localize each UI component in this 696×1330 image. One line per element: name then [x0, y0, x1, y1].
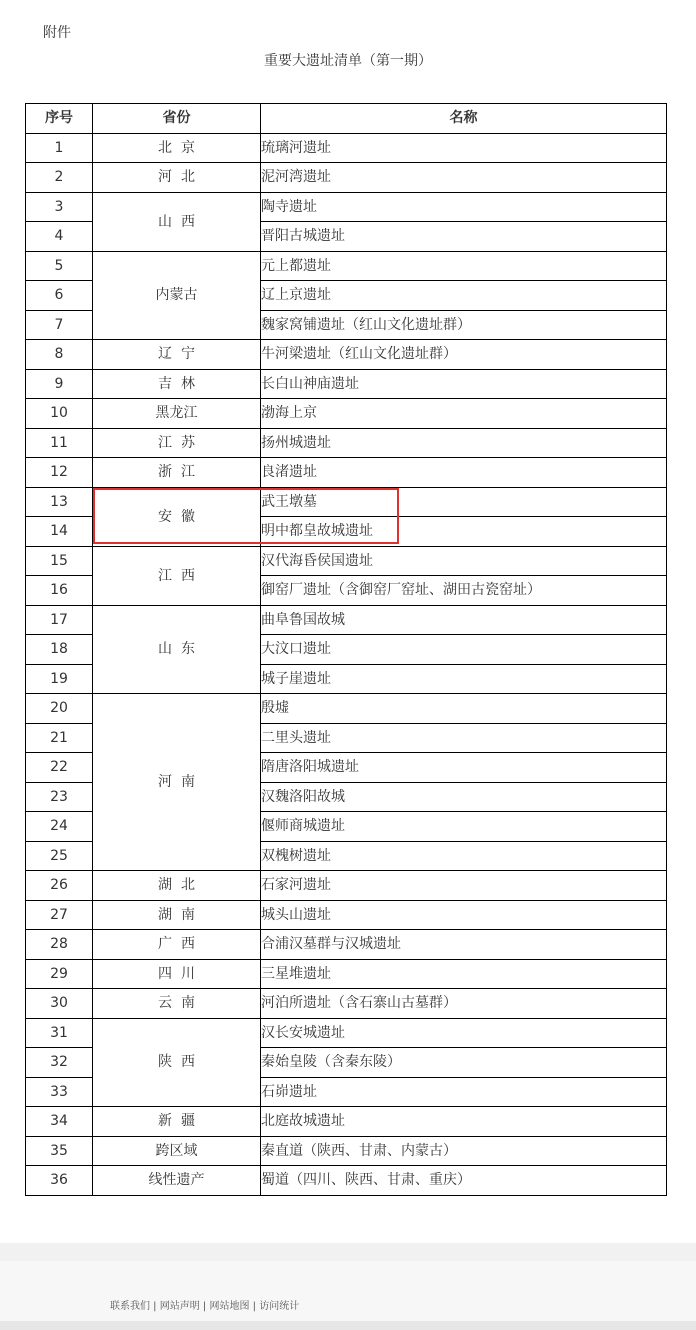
table-row	[26, 1107, 667, 1137]
table-row	[26, 399, 667, 429]
table-row	[26, 369, 667, 399]
serial-number-cell: 3	[26, 192, 93, 222]
province-cell: 江 苏	[93, 428, 261, 458]
serial-number-cell: 8	[26, 340, 93, 370]
site-name-cell: 武王墩墓	[261, 487, 667, 517]
serial-number-cell: 1	[26, 133, 93, 163]
site-name-cell: 琉璃河遗址	[261, 133, 667, 163]
site-name-cell: 大汶口遗址	[261, 635, 667, 665]
province-cell: 新 疆	[93, 1107, 261, 1137]
province-cell: 河 北	[93, 163, 261, 193]
serial-number-cell: 12	[26, 458, 93, 488]
site-name-cell: 扬州城遗址	[261, 428, 667, 458]
site-name-cell: 蜀道（四川、陕西、甘肃、重庆）	[261, 1166, 667, 1196]
site-name-cell: 北庭故城遗址	[261, 1107, 667, 1137]
serial-number-cell: 29	[26, 959, 93, 989]
footer-link[interactable]: 访问统计	[259, 1301, 300, 1312]
site-name-cell: 汉魏洛阳故城	[261, 782, 667, 812]
serial-number-cell: 31	[26, 1018, 93, 1048]
province-cell: 陕 西	[93, 1018, 261, 1107]
table-row	[26, 1136, 667, 1166]
serial-number-cell: 7	[26, 310, 93, 340]
serial-number-cell: 24	[26, 812, 93, 842]
serial-number-cell: 30	[26, 989, 93, 1019]
site-name-cell: 长白山神庙遗址	[261, 369, 667, 399]
serial-number-cell: 18	[26, 635, 93, 665]
province-cell: 浙 江	[93, 458, 261, 488]
table-row	[26, 251, 667, 281]
serial-number-cell: 33	[26, 1077, 93, 1107]
province-cell: 线性遗产	[93, 1166, 261, 1196]
table-body	[26, 133, 667, 1195]
province-cell: 河 南	[93, 694, 261, 871]
serial-number-cell: 28	[26, 930, 93, 960]
serial-number-cell: 9	[26, 369, 93, 399]
serial-number-cell: 34	[26, 1107, 93, 1137]
site-name-cell: 晋阳古城遗址	[261, 222, 667, 252]
site-name-cell: 汉长安城遗址	[261, 1018, 667, 1048]
site-name-cell: 元上都遗址	[261, 251, 667, 281]
province-cell: 广 西	[93, 930, 261, 960]
table-row	[26, 959, 667, 989]
site-name-cell: 石家河遗址	[261, 871, 667, 901]
province-cell: 跨区域	[93, 1136, 261, 1166]
province-cell: 安 徽	[93, 487, 261, 546]
site-name-cell: 三星堆遗址	[261, 959, 667, 989]
serial-number-cell: 6	[26, 281, 93, 311]
province-cell: 北 京	[93, 133, 261, 163]
table-row	[26, 163, 667, 193]
serial-number-cell: 11	[26, 428, 93, 458]
serial-number-cell: 35	[26, 1136, 93, 1166]
footer-separator: |	[199, 1301, 210, 1312]
site-name-cell: 双槐树遗址	[261, 841, 667, 871]
site-name-cell: 隋唐洛阳城遗址	[261, 753, 667, 783]
site-name-cell: 泥河湾遗址	[261, 163, 667, 193]
site-name-cell: 渤海上京	[261, 399, 667, 429]
header-province: 省份	[93, 104, 261, 134]
serial-number-cell: 20	[26, 694, 93, 724]
table-row	[26, 428, 667, 458]
serial-number-cell: 14	[26, 517, 93, 547]
footer-link[interactable]: 网站地图	[209, 1301, 250, 1312]
serial-number-cell: 25	[26, 841, 93, 871]
table-row	[26, 871, 667, 901]
serial-number-cell: 22	[26, 753, 93, 783]
site-name-cell: 良渚遗址	[261, 458, 667, 488]
site-name-cell: 辽上京遗址	[261, 281, 667, 311]
table-row	[26, 1018, 667, 1048]
header-name: 名称	[261, 104, 667, 134]
province-cell: 湖 北	[93, 871, 261, 901]
serial-number-cell: 10	[26, 399, 93, 429]
site-name-cell: 秦始皇陵（含秦东陵）	[261, 1048, 667, 1078]
table-row	[26, 989, 667, 1019]
heritage-sites-table	[25, 103, 667, 1196]
serial-number-cell: 16	[26, 576, 93, 606]
header-serial-number: 序号	[26, 104, 93, 134]
table-row	[26, 192, 667, 222]
province-cell: 江 西	[93, 546, 261, 605]
table-row	[26, 694, 667, 724]
site-name-cell: 城头山遗址	[261, 900, 667, 930]
serial-number-cell: 27	[26, 900, 93, 930]
province-cell: 辽 宁	[93, 340, 261, 370]
table-row	[26, 133, 667, 163]
site-name-cell: 石峁遗址	[261, 1077, 667, 1107]
site-name-cell: 秦直道（陕西、甘肃、内蒙古）	[261, 1136, 667, 1166]
serial-number-cell: 36	[26, 1166, 93, 1196]
table-row	[26, 546, 667, 576]
serial-number-cell: 2	[26, 163, 93, 193]
site-name-cell: 殷墟	[261, 694, 667, 724]
site-name-cell: 陶寺遗址	[261, 192, 667, 222]
table-header-row	[26, 104, 667, 134]
site-name-cell: 河泊所遗址（含石寨山古墓群）	[261, 989, 667, 1019]
serial-number-cell: 17	[26, 605, 93, 635]
province-cell: 内蒙古	[93, 251, 261, 340]
site-name-cell: 合浦汉墓群与汉城遗址	[261, 930, 667, 960]
serial-number-cell: 19	[26, 664, 93, 694]
document-title: 重要大遗址清单（第一期）	[264, 53, 432, 69]
serial-number-cell: 21	[26, 723, 93, 753]
province-cell: 四 川	[93, 959, 261, 989]
site-name-cell: 曲阜鲁国故城	[261, 605, 667, 635]
table-row	[26, 900, 667, 930]
footer-separator: |	[150, 1301, 160, 1312]
site-footer	[0, 1261, 696, 1321]
footer-link[interactable]: 网站声明	[159, 1301, 200, 1312]
province-cell: 山 西	[93, 192, 261, 251]
table-row	[26, 458, 667, 488]
table-row	[26, 605, 667, 635]
footer-bottom-band	[0, 1321, 696, 1330]
serial-number-cell: 4	[26, 222, 93, 252]
serial-number-cell: 32	[26, 1048, 93, 1078]
site-name-cell: 御窑厂遗址（含御窑厂窑址、湖田古瓷窑址）	[261, 576, 667, 606]
province-cell: 山 东	[93, 605, 261, 694]
serial-number-cell: 23	[26, 782, 93, 812]
province-cell: 黑龙江	[93, 399, 261, 429]
serial-number-cell: 15	[26, 546, 93, 576]
footer-links	[110, 1297, 299, 1312]
attachment-label: 附件	[43, 25, 71, 41]
province-cell: 云 南	[93, 989, 261, 1019]
table-row	[26, 487, 667, 517]
table-row	[26, 340, 667, 370]
serial-number-cell: 26	[26, 871, 93, 901]
site-name-cell: 魏家窝铺遗址（红山文化遗址群）	[261, 310, 667, 340]
site-name-cell: 城子崖遗址	[261, 664, 667, 694]
footer-link[interactable]: 联系我们	[110, 1301, 150, 1312]
table-row	[26, 930, 667, 960]
serial-number-cell: 5	[26, 251, 93, 281]
footer-divider-band	[0, 1243, 696, 1261]
site-name-cell: 偃师商城遗址	[261, 812, 667, 842]
site-name-cell: 明中都皇故城遗址	[261, 517, 667, 547]
site-name-cell: 汉代海昏侯国遗址	[261, 546, 667, 576]
site-name-cell: 二里头遗址	[261, 723, 667, 753]
province-cell: 吉 林	[93, 369, 261, 399]
footer-separator: |	[249, 1301, 260, 1312]
site-name-cell: 牛河梁遗址（红山文化遗址群）	[261, 340, 667, 370]
serial-number-cell: 13	[26, 487, 93, 517]
table-row	[26, 1166, 667, 1196]
province-cell: 湖 南	[93, 900, 261, 930]
